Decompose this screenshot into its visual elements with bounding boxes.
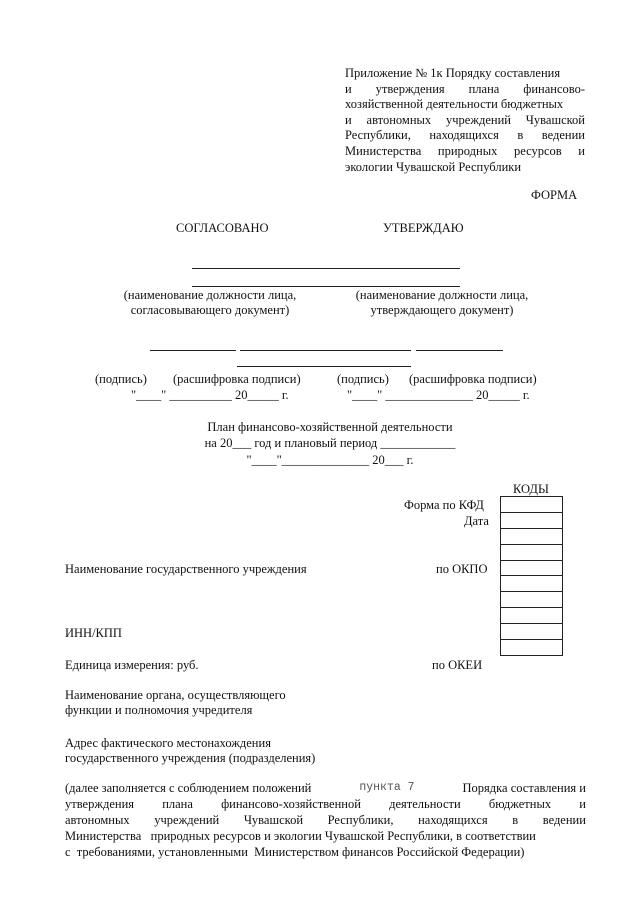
code-cell[interactable] (501, 560, 563, 576)
code-cell[interactable] (501, 544, 563, 560)
code-row-okei (501, 640, 563, 656)
code-row (501, 592, 563, 608)
appendix-line: хозяйственной деятельности бюджетных (345, 97, 564, 112)
date-label: Дата (464, 514, 489, 528)
code-cell[interactable] (501, 576, 563, 592)
signature-line-left[interactable] (150, 350, 236, 351)
code-cell[interactable] (501, 608, 563, 624)
okpo-label: по ОКПО (436, 562, 488, 576)
appendix-note (345, 66, 585, 175)
code-cell[interactable] (501, 624, 563, 640)
word: Республики, (327, 813, 394, 827)
word: и (345, 81, 352, 96)
word: Чувашской (243, 813, 304, 827)
clause-link[interactable]: пункта 7 (359, 781, 415, 794)
word: финансово- (523, 81, 585, 96)
code-row-kfd (501, 497, 563, 513)
code-cell[interactable] (501, 512, 563, 528)
code-cell[interactable] (501, 640, 563, 656)
codes-header: КОДЫ (513, 482, 549, 496)
approval-date-left: "____" __________ 20_____ г. (131, 388, 289, 402)
word: и (578, 143, 585, 158)
word: природных (437, 143, 498, 158)
code-row (501, 528, 563, 544)
address-label: Адрес фактического местонахождения государственного учреждения (подразделения) (65, 736, 316, 765)
word: ведении (541, 128, 585, 143)
word: Республики, (345, 128, 411, 143)
agreed-caption: (наименование должности лица, согласовывающего документ) (123, 288, 297, 317)
footnote-line: Министерства природных ресурсов и экологии Чувашской Республики, в соответствии (65, 829, 536, 843)
approve-caption: (наименование должности лица, утверждающего документ) (355, 288, 529, 317)
footnote-line (65, 812, 586, 828)
word: находящихся (418, 813, 488, 827)
code-row (501, 576, 563, 592)
word: плана (468, 81, 500, 96)
unit-label: Единица измерения: руб. (65, 658, 199, 672)
decode-caption-right: (расшифровка подписи) (409, 372, 537, 386)
word: ресурсов (513, 143, 562, 158)
word: утверждения (65, 797, 135, 811)
word: в (517, 128, 524, 143)
footnote-line: с требованиями, установленными Министерством финансов Российской Федерации) (65, 845, 525, 859)
word: ведении (542, 813, 586, 827)
code-row (501, 560, 563, 576)
code-row (501, 608, 563, 624)
code-cell[interactable] (501, 528, 563, 544)
word: финансово-хозяйственной (221, 797, 361, 811)
plan-date: "____"______________ 20___ г. (246, 453, 414, 467)
code-cell[interactable] (501, 592, 563, 608)
word: плана (162, 797, 193, 811)
footnote-line (65, 796, 586, 812)
word: в (512, 813, 519, 827)
word: Чувашской (525, 112, 585, 127)
founder-label: Наименование органа, осуществляющего функции и полномочия учредителя (65, 688, 286, 717)
word: утверждения (375, 81, 445, 96)
word: находящихся (429, 128, 499, 143)
word: автономных (366, 112, 432, 127)
inn-kpp-label: ИНН/КПП (65, 626, 122, 640)
appendix-line (345, 128, 585, 144)
plan-title: План финансово-хозяйственной деятельности (207, 420, 453, 434)
position-line[interactable] (192, 268, 460, 269)
position-line[interactable] (192, 286, 460, 287)
word: деятельности (389, 797, 461, 811)
appendix-line: Приложение № 1к Порядку составления (345, 66, 561, 80)
appendix-line: экологии Чувашской Республики (345, 159, 522, 174)
appendix-line (345, 82, 585, 98)
footnote-line: (далее заполняется с соблюдением положений пункта 7 Порядка составления и (65, 781, 586, 795)
signature-line-right[interactable] (416, 350, 503, 351)
word: учреждений (154, 813, 220, 827)
form-label: ФОРМА (531, 188, 578, 202)
decode-caption-left: (расшифровка подписи) (173, 372, 301, 386)
code-row (501, 624, 563, 640)
word: автономных (65, 813, 130, 827)
word: бюджетных (488, 797, 552, 811)
word: и (579, 797, 586, 811)
codes-table (500, 496, 563, 656)
form-kfd-label: Форма по КФД (404, 498, 484, 512)
decode-line-left[interactable] (240, 350, 411, 351)
approval-date-right: "____" ______________ 20_____ г. (347, 388, 530, 402)
agreed-heading: СОГЛАСОВАНО (176, 221, 269, 235)
signature-caption-right: (подпись) (337, 372, 389, 386)
appendix-line (345, 113, 585, 129)
footnote (65, 780, 586, 860)
okei-label: по ОКЕИ (432, 658, 483, 672)
word: и (345, 112, 352, 127)
plan-period: на 20___ год и плановый период ____________ (204, 436, 456, 450)
decode-line-right[interactable] (237, 366, 411, 367)
approve-heading: УТВЕРЖДАЮ (383, 221, 464, 235)
word: Министерства (345, 143, 422, 158)
code-cell[interactable] (501, 497, 563, 513)
word: учреждений (446, 112, 511, 127)
appendix-line (345, 144, 585, 160)
institution-label: Наименование государственного учреждения (65, 562, 307, 576)
code-row-date (501, 512, 563, 528)
code-row-okpo (501, 544, 563, 560)
signature-caption-left: (подпись) (95, 372, 147, 386)
